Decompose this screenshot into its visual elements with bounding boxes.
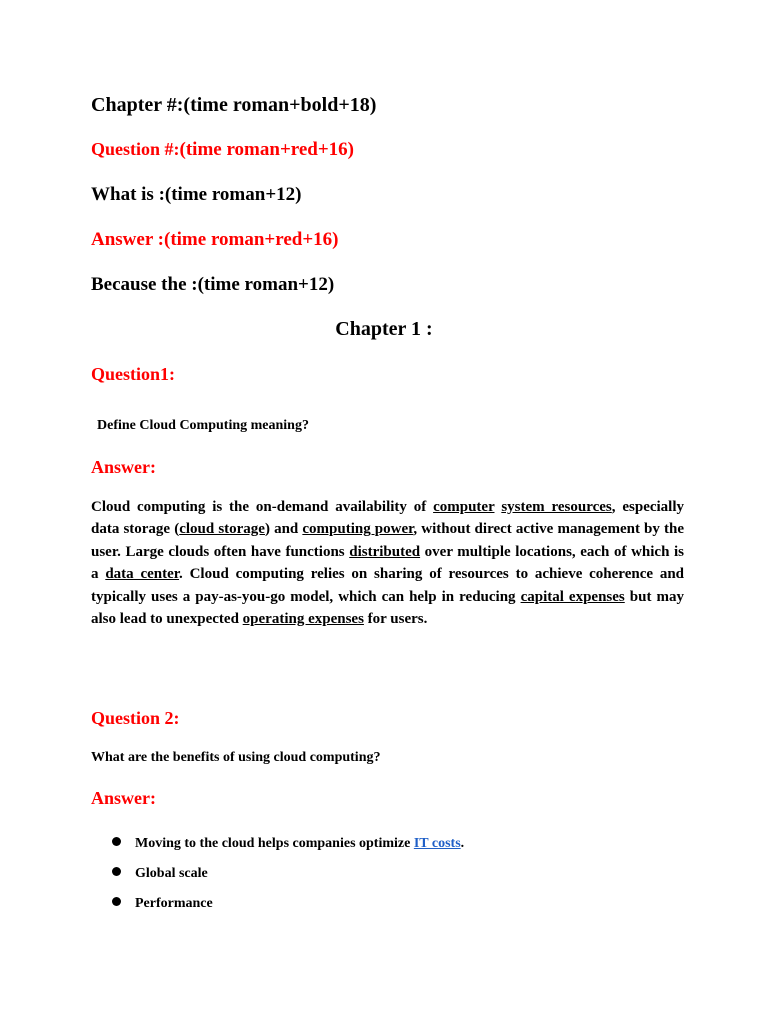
question1-text: Define Cloud Computing meaning? (97, 418, 309, 433)
term-computing-power: computing power (302, 521, 414, 538)
chapter-style-line: Chapter #:(time roman+bold+18) (91, 94, 377, 116)
question1-label: Question1: (91, 364, 176, 384)
answer2-label: Answer: (91, 788, 156, 808)
answer-text: ) and (264, 521, 303, 538)
answer-style-line: Answer :(time roman+red+16) (91, 229, 339, 250)
chapter-title: Chapter 1 : (335, 318, 433, 340)
term-cloud-storage: cloud storage (179, 521, 265, 538)
bullet-icon (112, 867, 121, 876)
list-item-text: Performance (135, 896, 213, 911)
list-item-suffix: . (460, 836, 465, 851)
whatis-style-line: What is :(time roman+12) (91, 184, 302, 205)
bullet-icon (112, 837, 121, 846)
answer-text: , especially data storage ( (91, 499, 685, 538)
list-item-text: Global scale (135, 866, 208, 881)
answer-text: over multiple locations, each of which is a (91, 543, 684, 583)
answer1-paragraph (91, 496, 684, 630)
term-computer: computer (433, 499, 495, 515)
because-style-line: Because the :(time roman+12) (91, 274, 335, 295)
answer-text: , without direct active management by the user. Large clouds often have functions (91, 521, 684, 560)
list-item-prefix: Moving to the cloud helps companies optimize (135, 836, 414, 851)
question-style-spec: (time roman+red+16) (179, 139, 355, 160)
question-style-line (91, 139, 354, 161)
answer-text: . Cloud computing relies on sharing of resources to achieve coherence and typically uses a pay-as-you-go model, which can help in reducing (91, 566, 685, 605)
answer1-label: Answer: (91, 457, 156, 477)
it-costs-link[interactable]: IT costs (413, 836, 461, 851)
list-item-text (135, 836, 464, 852)
term-distributed: distributed (349, 543, 421, 560)
answer-text: Cloud computing is the on-demand availability of (91, 499, 434, 515)
term-capital-expenses: capital expenses (520, 588, 625, 605)
question-style-prefix: Question #: (91, 139, 180, 159)
term-operating-expenses: operating expenses (242, 611, 364, 628)
term-system-resources: system resources (501, 499, 612, 515)
answer-text: but may also lead to unexpected (91, 588, 684, 628)
bullet-icon (112, 897, 121, 906)
answer-text: for users. (363, 611, 428, 628)
question2-text: What are the benefits of using cloud computing? (91, 750, 381, 765)
term-data-center: data center (105, 566, 180, 583)
question2-label: Question 2: (91, 708, 180, 728)
